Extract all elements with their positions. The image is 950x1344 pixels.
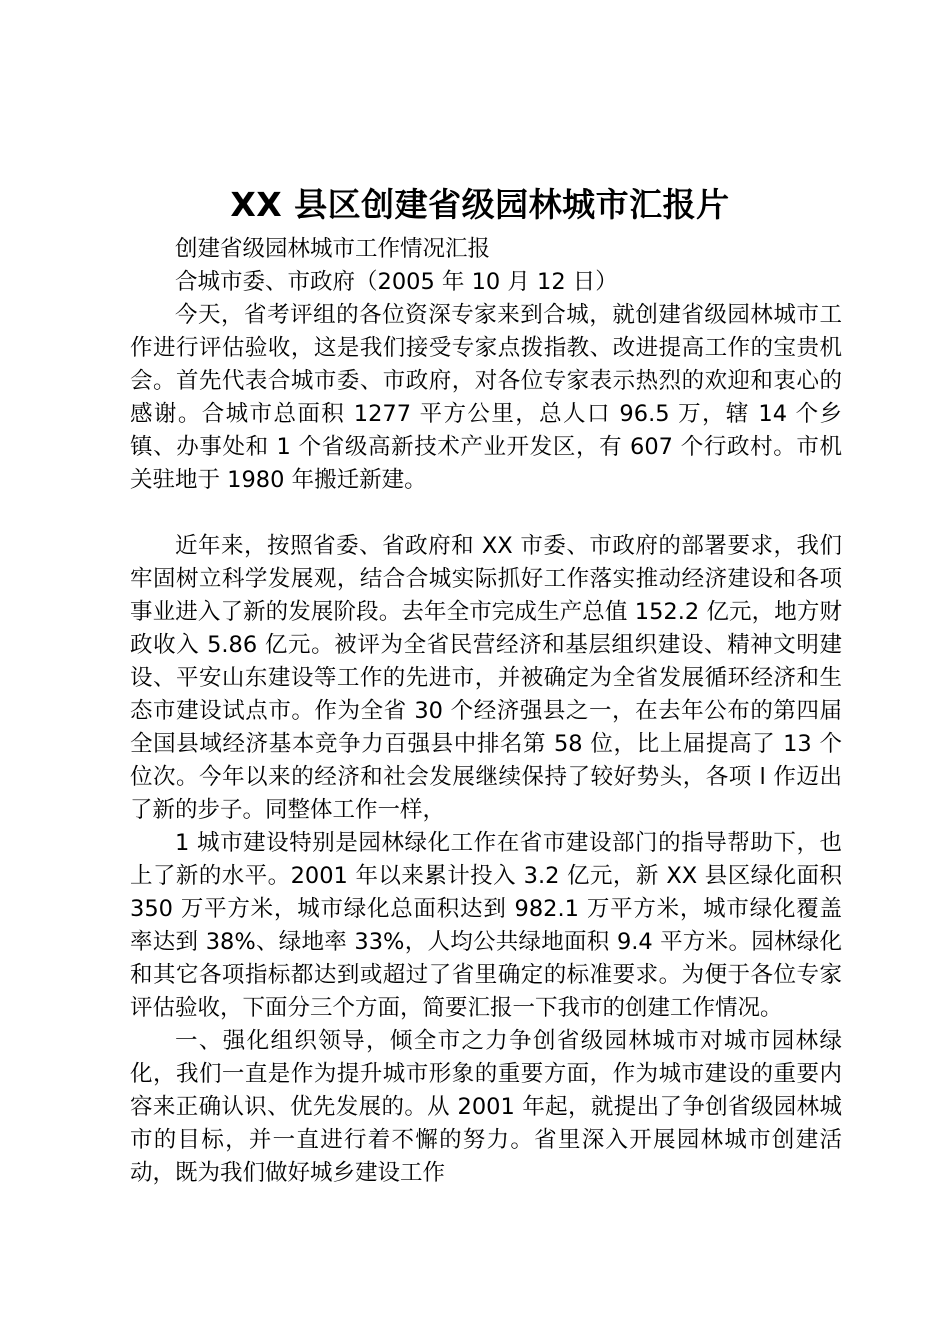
body-paragraph-development: 近年来，按照省委、省政府和 XX 市委、市政府的部署要求，我们牢固树立科学发展观，结合合城实际抓好工作落实推动经济建设和各项事业进入了新的发展阶段。去年全市完成生产总值 152.2 亿元，地方财政收入 5.86 亿元。被评为全省民营经济和基层组织建设、精神文明建设、平安山东建设等工作的先进市，并被确定为全省发展循环经济和生态市建设试点市。作为全省 30 个经济强县之一，在去年公布的第四届全国县域经济基本竞争力百强县中排名第 58 位，比上届提高了 13 个位次。今年以来的经济和社会发展继续保持了较好势头，各项 l 作迈出了新的步子。同整体工作一样，: [130, 533, 842, 823]
document-body: [130, 233, 850, 1190]
body-paragraph-section-one: 一、强化组织领导，倾全市之力争创省级园林城市对城市园林绿化，我们一直是作为提升城市形象的重要方面，作为城市建设的重要内容来正确认识、优先发展的。从 2001 年起，就提出了争创省级园林城市的目标，并一直进行着不懈的努力。省里深入开展园林城市创建活动，既为我们做好城乡建设工作: [130, 1028, 842, 1186]
body-paragraph-greening-stats: 1 城市建设特别是园林绿化工作在省市建设部门的指导帮助下，也上了新的水平。2001 年以来累计投入 3.2 亿元，新 XX 县区绿化面积 350 万平方米，城市绿化总面积达到 982.1 万平方米，城市绿化覆盖率达到 38%、绿地率 33%，人均公共绿地面积 9.4 平方米。园林绿化和其它各项指标都达到或超过了省里确定的标准要求。为便于各位专家评估验收，下面分三个方面，简要汇报一下我市的创建工作情况。: [130, 830, 850, 1021]
issuer-date-line: 合城市委、市政府（2005 年 10 月 12 日）: [175, 269, 618, 295]
report-subtitle: 创建省级园林城市工作情况汇报: [175, 236, 491, 262]
document-title: XX 县区创建省级园林城市汇报片: [230, 185, 730, 224]
body-paragraph-intro: 今天，省考评组的各位资深专家来到合城，就创建省级园林城市工作进行评估验收，这是我们接受专家点拨指教、改进提高工作的宝贵机会。首先代表合城市委、市政府，对各位专家表示热烈的欢迎和衷心的感谢。合城市总面积 1277 平方公里，总人口 96.5 万，辖 14 个乡镇、办事处和 1 个省级高新技术产业开发区，有 607 个行政村。市机关驻地于 1980 年搬迁新建。: [130, 302, 842, 493]
